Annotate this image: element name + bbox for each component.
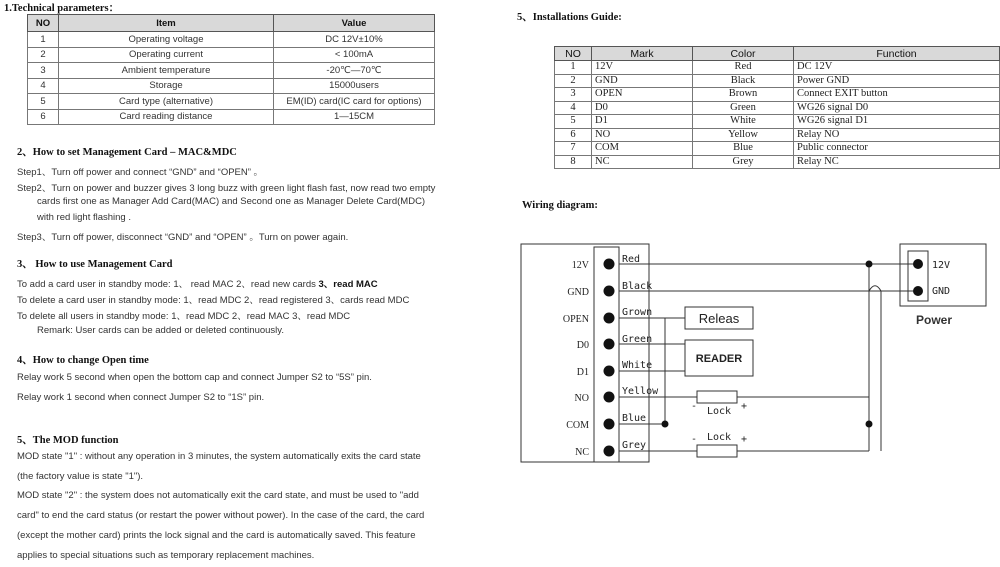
power-label: Power [915, 313, 953, 327]
terminal-label: GND [567, 287, 589, 298]
instruction-line: Relay work 1 second when connect Jumper S2 to “1S” pin. [17, 392, 265, 403]
terminal-label: D1 [576, 367, 589, 378]
lock2-label: Lock [706, 432, 732, 443]
cell-no: 5 [28, 94, 59, 110]
technical-parameters-title: 1.Technical parameters： [4, 3, 120, 14]
terminal-label: NO [574, 393, 589, 404]
column-header: Color [693, 47, 794, 61]
cell-function: Power GND [794, 74, 1000, 88]
terminal-label: OPEN [562, 314, 589, 325]
remark-line: Remark: User cards can be added or deleted continuously. [37, 325, 284, 336]
cell-mark: D0 [592, 101, 693, 115]
table-row [28, 47, 435, 63]
cell-value: 15000users [274, 78, 435, 94]
cell-no: 3 [555, 88, 592, 102]
cell-function: Relay NC [794, 155, 1000, 169]
terminal-dot [604, 366, 615, 377]
cell-no: 1 [555, 61, 592, 75]
wire-label: Red [622, 254, 641, 265]
junction-dot [866, 261, 873, 268]
wire-label: Blue [622, 413, 647, 424]
column-header: Function [794, 47, 1000, 61]
cell-no: 2 [28, 47, 59, 63]
cell-color: Brown [693, 88, 794, 102]
power-terminal-label: 12V [932, 260, 951, 271]
cell-no: 8 [555, 155, 592, 169]
cell-mark: NC [592, 155, 693, 169]
cell-mark: COM [592, 142, 693, 156]
column-header: Value [274, 15, 435, 32]
wire-crossover [869, 286, 881, 291]
terminal-block [594, 247, 619, 462]
cell-no: 6 [28, 109, 59, 125]
cell-item: Operating current [59, 47, 274, 63]
terminal-dot [604, 339, 615, 350]
cell-item: Storage [59, 78, 274, 94]
cell-no: 4 [28, 78, 59, 94]
lock1-label: Lock [706, 406, 732, 417]
cell-color: Black [693, 74, 794, 88]
power-terminal-label: GND [932, 286, 951, 297]
terminal-label: D0 [576, 340, 589, 351]
wiring-diagram-title: Wiring diagram: [522, 200, 598, 211]
column-header: NO [28, 15, 59, 32]
cell-item: Operating voltage [59, 32, 274, 48]
cell-mark: OPEN [592, 88, 693, 102]
power-terminal-dot [913, 286, 923, 296]
table-row [28, 32, 435, 48]
terminal-dot [604, 313, 615, 324]
power-terminal-dot [913, 259, 923, 269]
terminal-dot [604, 446, 615, 457]
instruction-line: MOD state "1" : without any operation in 3 minutes, the system automatically exits the card state [17, 451, 421, 462]
cell-value: EM(ID) card(IC card for options) [274, 94, 435, 110]
cell-function: WG26 signal D0 [794, 101, 1000, 115]
installations-guide-title: 5、Installations Guide: [517, 12, 622, 23]
table-row [28, 63, 435, 79]
lock1-body [697, 391, 737, 403]
instruction-line: card" to end the card status (or restart the power without power). In the case of the card, the card [17, 510, 425, 521]
change-open-time-title: 4、How to change Open time [17, 355, 149, 366]
cell-color: Red [693, 61, 794, 75]
instruction-line: To delete a card user in standby mode: 1、read MDC 2、read registered 3、cards read MDC [17, 295, 410, 306]
lock2-plus: + [741, 434, 748, 445]
wire-label: Yellow [622, 386, 659, 397]
table-row [28, 109, 435, 125]
instruction-line: (except the mother card) prints the lock signal and the card is automatically saved. This feature [17, 530, 416, 541]
junction-dot [662, 421, 669, 428]
instruction-bold-text: 3、read MAC [318, 279, 378, 290]
wire-label: Green [622, 334, 653, 345]
wire-label: Grey [622, 440, 647, 451]
use-management-card-title: 3、 How to use Management Card [17, 259, 173, 270]
instruction-line: with red light flashing . [37, 212, 131, 223]
instruction-line: cards first one as Manager Add Card(MAC) and Second one as Manager Delete Card(MDC) [37, 196, 426, 207]
junction-dot [866, 421, 873, 428]
terminal-dot [604, 392, 615, 403]
table-row [28, 94, 435, 110]
cell-value: -20℃—70℃ [274, 63, 435, 79]
lock2-minus: - [691, 434, 698, 445]
cell-color: Blue [693, 142, 794, 156]
instruction-line: Step3、Turn off power, disconnect “GND” and “OPEN” 。Turn on power again. [17, 232, 349, 243]
cell-function: Relay NO [794, 128, 1000, 142]
cell-color: Green [693, 101, 794, 115]
mod-function-title: 5、The MOD function [17, 435, 119, 446]
wire-label: White [622, 360, 653, 371]
cell-value: 1—15CM [274, 109, 435, 125]
instruction-line [17, 276, 378, 290]
set-management-card-title: 2、How to set Management Card – MAC&MDC [17, 147, 237, 158]
cell-item: Card type (alternative) [59, 94, 274, 110]
cell-no: 7 [555, 142, 592, 156]
terminal-label: NC [575, 447, 589, 458]
reader-label: READER [695, 353, 743, 365]
cell-no: 1 [28, 32, 59, 48]
cell-mark: 12V [592, 61, 693, 75]
instruction-line: Step2、Turn on power and buzzer gives 3 long buzz with green light flash fast, now read two empty [17, 183, 436, 194]
table-row [28, 78, 435, 94]
technical-parameters-table [27, 14, 435, 125]
column-header: Item [59, 15, 274, 32]
cell-no: 5 [555, 115, 592, 129]
lock1-minus: - [691, 401, 698, 412]
instruction-line: MOD state "2" : the system does not automatically exit the card state, and must be used to "add [17, 490, 419, 501]
right-column [505, 0, 1000, 567]
lock2-body [697, 445, 737, 457]
cell-item: Card reading distance [59, 109, 274, 125]
cell-color: Grey [693, 155, 794, 169]
wiring-diagram [505, 0, 1000, 567]
cell-mark: GND [592, 74, 693, 88]
instruction-line: Step1、Turn off power and connect “GND” and “OPEN” 。 [17, 167, 264, 178]
column-header: Mark [592, 47, 693, 61]
cell-function: Connect EXIT button [794, 88, 1000, 102]
cell-no: 2 [555, 74, 592, 88]
cell-function: Public connector [794, 142, 1000, 156]
release-label: Releas [698, 311, 740, 326]
cell-color: Yellow [693, 128, 794, 142]
instruction-text: To add a card user in standby mode: 1、 read MAC 2、read new cards [17, 279, 319, 290]
table-header-row [28, 15, 435, 32]
column-header: NO [555, 47, 592, 61]
instruction-line: To delete all users in standby mode: 1、read MDC 2、read MAC 3、read MDC [17, 311, 351, 322]
wire-label: Black [622, 281, 653, 292]
instruction-line: applies to special situations such as temporary replacement machines. [17, 550, 315, 561]
terminal-label: COM [566, 420, 589, 431]
terminal-dot [604, 286, 615, 297]
instruction-line: (the factory value is state "1"). [17, 471, 144, 482]
cell-value: < 100mA [274, 47, 435, 63]
terminal-dot [604, 419, 615, 430]
cell-item: Ambient temperature [59, 63, 274, 79]
terminal-dot [604, 259, 615, 270]
cell-color: White [693, 115, 794, 129]
cell-no: 6 [555, 128, 592, 142]
terminal-label: 12V [571, 260, 589, 271]
instruction-line: Relay work 5 second when open the bottom cap and connect Jumper S2 to “5S” pin. [17, 372, 372, 383]
cell-function: DC 12V [794, 61, 1000, 75]
wire-label: Grown [622, 307, 653, 318]
lock1-plus: + [741, 401, 748, 412]
cell-no: 4 [555, 101, 592, 115]
cell-mark: D1 [592, 115, 693, 129]
cell-value: DC 12V±10% [274, 32, 435, 48]
cell-mark: NO [592, 128, 693, 142]
cell-no: 3 [28, 63, 59, 79]
cell-function: WG26 signal D1 [794, 115, 1000, 129]
